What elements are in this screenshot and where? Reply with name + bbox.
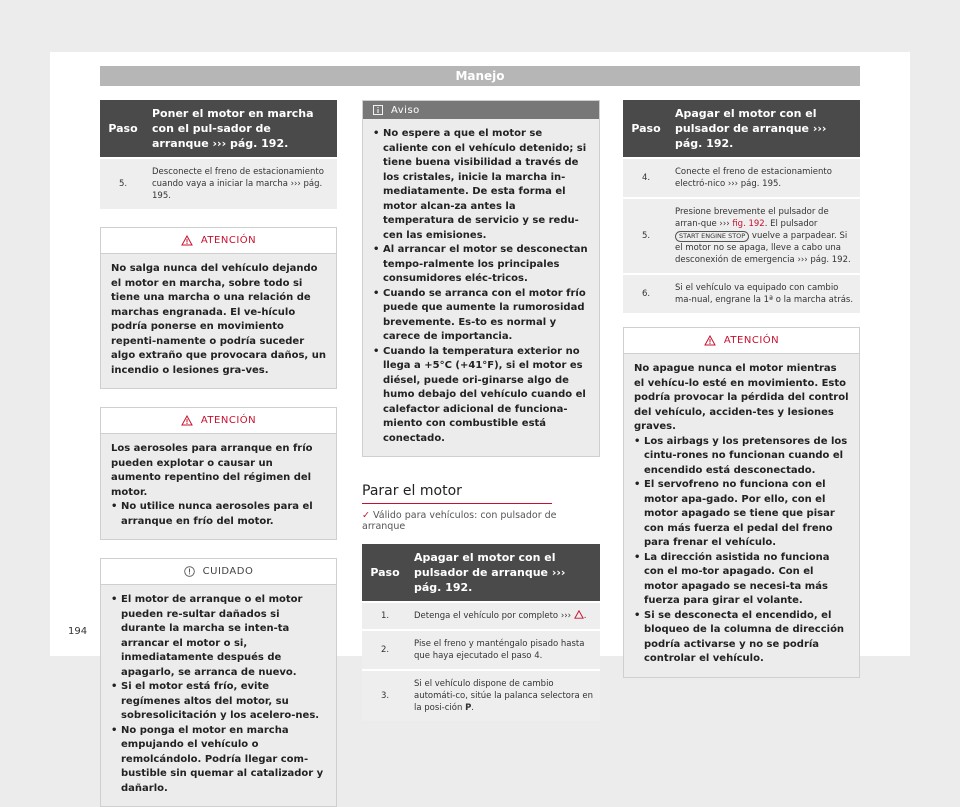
- warning-text: Los aerosoles para arranque en frío pueden explotar o causar un aumento repentino del régimen del motor.: [111, 443, 313, 498]
- col-title: Poner el motor en marcha con el pul-sador de arranque ››› pág. 192.: [152, 107, 314, 150]
- warning-box: [623, 327, 860, 678]
- bullet-item: • La dirección asistida no funciona con el mo-tor apagado. Con el motor apagado se necesi-ta más fuerza para girar el volante.: [634, 551, 830, 606]
- step-number: 5.: [118, 179, 128, 189]
- col-title: Apagar el motor con el pulsador de arranque ››› pág. 192.: [414, 551, 566, 594]
- warning-body: [624, 354, 859, 677]
- warning-title: ATENCIÓN: [200, 235, 257, 246]
- col-title: Apagar el motor con el pulsador de arranque ››› pág. 192.: [675, 107, 827, 150]
- warning-title: ATENCIÓN: [723, 335, 780, 346]
- warning-text: No apague nunca el motor mientras el vehícu-lo esté en movimiento. Esto podría provocar la pérdida del control del vehículo, acciden-tes y lesiones graves.: [634, 363, 849, 432]
- warning-header: [101, 228, 336, 254]
- warning-icon: [181, 415, 193, 426]
- table-header: [100, 100, 337, 157]
- bullet-item: • Si se desconecta el encendido, el bloqueo de la columna de dirección podría activarse y no se podría controlar el vehículo.: [634, 609, 845, 664]
- table-header: [362, 544, 600, 601]
- middle-column: [362, 100, 600, 721]
- info-icon: [373, 105, 383, 115]
- bullet-item: • Si el motor está frío, evite regímenes altos del motor, su sobresolicitación y los acelero-nes.: [111, 681, 320, 721]
- step-number: 6.: [641, 289, 651, 299]
- table-row: [362, 601, 600, 629]
- table-row: [362, 669, 600, 721]
- caution-title: CUIDADO: [202, 566, 254, 577]
- warning-text: No salga nunca del vehículo dejando el motor en marcha, sobre todo si tiene una marcha o una relación de marchas engranada. El ve-hículo podría ponerse en movimiento repenti-namente o podría suceder algo extraño que provocara daños, un incendio o lesiones gra-ves.: [101, 254, 336, 388]
- caution-header: [101, 559, 336, 585]
- bullet-item: • No espere a que el motor se caliente con el vehículo detenido; si tiene buena visibilidad a través de los cristales, inicie la marcha in-mediatamente. De esta forma el motor alcan-za antes la temperatura de servicio y se redu-cen las emisiones.: [373, 128, 587, 241]
- stop-table-continued: [623, 100, 860, 313]
- col-step: Paso: [631, 122, 661, 135]
- valid-for: ✓ Válido para vehículos: con pulsador de arranque: [362, 510, 557, 532]
- caution-box: [100, 558, 337, 807]
- figure-link[interactable]: fig. 192: [732, 219, 765, 229]
- check-icon: ✓: [362, 510, 370, 521]
- step-text: Si el vehículo va equipado con cambio ma-nual, engrane la 1ª o la marcha atrás.: [675, 283, 854, 305]
- table-row: [623, 273, 860, 313]
- left-column: [100, 100, 337, 807]
- step-number: 4.: [641, 173, 651, 183]
- step-text: Detenga el vehículo por completo ››› .: [414, 611, 587, 621]
- step-number: 5.: [641, 231, 651, 241]
- bullet-item: • Cuando la temperatura exterior no llega a +5°C (+41°F), si el motor es diésel, puede ori-ginarse algo de humo debajo del vehículo cuando el calefactor adicional de funciona-miento con combustible está conectado.: [373, 345, 586, 444]
- step-number: 1.: [380, 611, 390, 621]
- warning-header: [624, 328, 859, 354]
- note-box: [362, 100, 600, 457]
- warning-title: ATENCIÓN: [200, 415, 257, 426]
- table-row: [623, 197, 860, 273]
- step-number: 2.: [380, 645, 390, 655]
- step-text: Desconecte el freno de estacionamiento cuando vaya a iniciar la marcha ››› pág. 195.: [152, 167, 324, 201]
- info-circle-icon: [184, 566, 195, 577]
- step-text: Pise el freno y manténgalo pisado hasta que haya ejecutado el paso 4.: [414, 639, 585, 661]
- note-header: [363, 101, 599, 119]
- bullet-item: • Cuando se arranca con el motor frío puede que aumente la rumorosidad brevemente. Es-to es normal y carece de importancia.: [373, 287, 586, 342]
- start-table: [100, 100, 337, 209]
- table-row: [623, 157, 860, 197]
- col-step: Paso: [370, 566, 400, 579]
- caution-body: [101, 585, 336, 806]
- section-title: Parar el motor: [362, 483, 552, 504]
- warning-icon: [704, 335, 716, 346]
- table-row: [362, 629, 600, 669]
- warning-icon: [574, 610, 584, 619]
- step-text: Conecte el freno de estacionamiento electró-nico ››› pág. 195.: [675, 167, 832, 189]
- note-body: [363, 119, 599, 456]
- page: [50, 52, 910, 794]
- bullet-item: • No ponga el motor en marcha empujando el vehículo o remolcándolo. Podría llegar com-bustible sin quemar al catalizador y dañarlo.: [111, 724, 324, 794]
- start-engine-stop-label: START ENGINE STOP: [675, 231, 749, 242]
- table-row: [100, 157, 337, 209]
- page-number: 194: [68, 626, 88, 637]
- warning-box: [100, 227, 337, 389]
- warning-icon: [181, 235, 193, 246]
- col-step: Paso: [108, 122, 138, 135]
- bullet-item: • El motor de arranque o el motor pueden re-sultar dañados si durante la marcha se inten-ta arrancar el motor o si, inmediatamente después de apagarlo, se arranca de nuevo.: [111, 594, 303, 678]
- note-title: Aviso: [391, 104, 420, 116]
- step-text: Presione brevemente el pulsador de arran-que ››› fig. 192. El pulsador START ENGINE STOP vuelve a parpadear. Si el motor no se apaga, lleve a cabo una desconexión de emergencia ››› pág. 192.: [675, 207, 851, 265]
- page-header: Manejo: [100, 66, 860, 86]
- bullet-item: • El servofreno no funciona con el motor apa-gado. Por ello, con el motor apagado se tiene que pisar con más fuerza el pedal del freno para frenar el vehículo.: [634, 479, 835, 548]
- warning-body: [101, 434, 336, 539]
- table-header: [623, 100, 860, 157]
- step-text: Si el vehículo dispone de cambio automáti-co, sitúe la palanca selectora en la posi-ción P.: [414, 679, 593, 713]
- section: [362, 483, 600, 532]
- stop-table: [362, 544, 600, 721]
- step-number: 3.: [380, 691, 390, 701]
- warning-box: [100, 407, 337, 540]
- bullet-item: • Al arrancar el motor se desconectan tempo-ralmente los principales consumidores eléc-tricos.: [373, 244, 588, 284]
- bullet-item: • No utilice nunca aerosoles para el arranque en frío del motor.: [111, 501, 313, 527]
- bullet-item: • Los airbags y los pretensores de los cintu-rones no funcionan cuando el encendido está desconectado.: [634, 435, 848, 476]
- warning-header: [101, 408, 336, 434]
- right-column: [623, 100, 860, 678]
